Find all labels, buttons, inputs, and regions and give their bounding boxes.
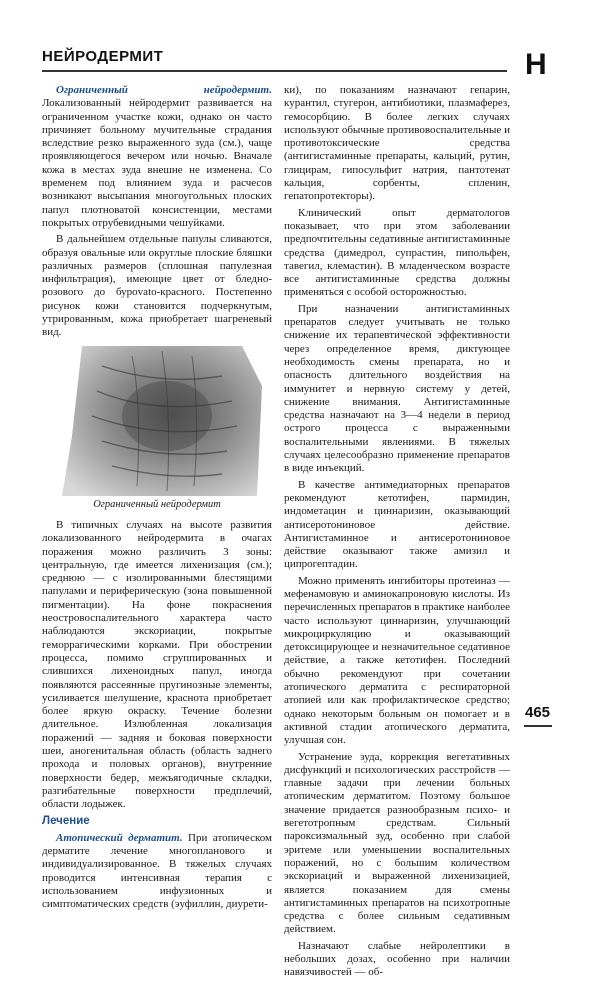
- paragraph: Клинический опыт дерматологов показывает, что при этом заболевании предпочтительны седативные антигистаминные средства (димедрол, супрастин, пипольфен, тавегил, клемастин). В младенческом возрасте все антигистаминные средства должны применяться с особой осторожностью.: [284, 206, 510, 299]
- paragraph: ки), по показаниям назначают гепарин, курантил, стугерон, антибиотики, плазмаферез, гемосорбцию. В более легких случаях используют обычные противовоспалительные и противотоксические средства (антигистаминные препараты, кальций, рутин, глицирам, гипосульфит натрия, пантотенат кальция, сорбенты, спленин, гепатопротекторы).: [284, 84, 510, 203]
- running-header-title: НЕЙРОДЕРМИТ: [42, 48, 164, 65]
- run-in-heading: Атопический дерматит.: [56, 831, 183, 844]
- paragraph: Устранение зуда, коррекция вегетативных дисфункций и психологических расстройств — главные задачи при лечении больных атопическим дерматитом. Поэтому большое значение придается разнообразным психо- и вегетотропным средствам. Сильный пароксизмальный зуд, особенно при слабой эритеме или уменьшении воспалительных поражений, но с большим количеством экскориаций и выраженной лихенизацией, является показанием для смены антигистаминных препаратов на психотропные средства с более сильным седативным действием.: [284, 750, 510, 936]
- page-number: 465: [525, 704, 551, 721]
- paragraph-limited-neurodermatitis: [42, 84, 272, 230]
- paragraph-atopic-dermatitis: [42, 832, 272, 912]
- section-letter: Н: [525, 48, 547, 81]
- paragraph: Назначают слабые нейролептики в небольших дозах, особенно при наличии навязчивостей — об-: [284, 939, 510, 979]
- lesion-illustration: [42, 346, 272, 496]
- section-subheading: Лечение: [42, 815, 90, 828]
- right-column: [284, 84, 510, 983]
- paragraph: В качестве антимедиаторных препаратов рекомендуют кетотифен, пармидин, индометацин и циннаризин, оказывающий антисеротониновое действие. Антигистаминное и антисеротониновое действие оказывают также амизил и ципрогептадин.: [284, 478, 510, 571]
- figure-caption: Ограниченный нейродермит: [93, 498, 221, 510]
- paragraph: Можно применять ингибиторы протеиназ — мефенамовую и аминокапроновую кислоты. Из перечисленных препаратов в практике наиболее часто используют циннаризин, улучшающий микроциркуляцию и оказывающий детоксицирующее и незначительное седативное действие, а также кетотифен. Последний обычно рекомендуют при сочетании атопического дерматита с респираторной атопией или как профилактическое средство; однако некоторым больным он помогает и в активной стадии атопического дерматита, улучшая сон.: [284, 574, 510, 747]
- paragraph-text: При атопическом дерматите лечение многопланового и индивидуализированное. В тяжелых случаях проводится интенсивная терапия с использованием инфузионных и симптоматических средств (эуфиллин, диурети-: [42, 831, 272, 911]
- paragraph: В дальнейшем отдельные папулы сливаются, образуя овальные или округлые плоские бляшки различных размеров (сплошная папулезная инфильтрация), имеющие цвет от бледно-розового до бурovato-красного. Постепенно рисунок кожи становится подчеркнутым, утрированным, кожа приобретает шагреневый вид.: [42, 233, 272, 339]
- paragraph: При назначении антигистаминных препаратов следует учитывать не только снижение их терапевтической эффективности через определенное время, диктующее необходимость смены препарата, но и опасность длительного воздействия на иммунитет и нервную систему у детей, снижение внимания. Антигистаминные средства назначают на 3—4 недели в период острого процесса с выраженными воспалительными явлениями. В тяжелых случаях целесообразно применение препаратов в виде инъекций.: [284, 302, 510, 475]
- paragraph-text: Локализованный нейродермит развивается на ограниченном участке кожи, однако он часто причиняет больному мучительные страдания вследствие резко выраженного зуда (см.), чаще проявляющегося вечером или ночью. Вначале кожа в местах зуда внешне не изменена. Со временем под влиянием зуда и расчесов возникают высыпания многоугольных плоских папул плотноватой консистенции, местами покрытых отрубевидными чешуйками.: [42, 97, 272, 229]
- paragraph: В типичных случаях на высоте развития локализованного нейродермита в очагах поражения можно различить 3 зоны: центральную, где имеется лихенизация (см.); среднюю — с изолированными блестящими папулами и периферическую (зона повышенной пигментации). На фоне покраснения неостровоспалительного характера часто наблюдаются экскориации, покрытые геморрагическими корками. При обострении процесса, помимо сгруппированных и слившихся лихеноидных папул, иногда появляются рассеянные пругинозные элементы, усиливается шелушение, краснота приобретает более яркую окраску. Течение болезни длительное. Излюбленная локализация поражений — задняя и боковая поверхности шеи, аногенитальная область (область заднего прохода и половых органов), внутренние поверхности бедер, межъягодичные складки, разгибательные поверхности предплечий, области лодыжек.: [42, 518, 272, 811]
- page-number-rule: [524, 725, 552, 727]
- skin-lesion-photo: [42, 346, 272, 496]
- run-in-heading: Ограниченный нейродермит.: [56, 84, 272, 96]
- left-column: [42, 84, 272, 915]
- header-rule: [42, 70, 507, 72]
